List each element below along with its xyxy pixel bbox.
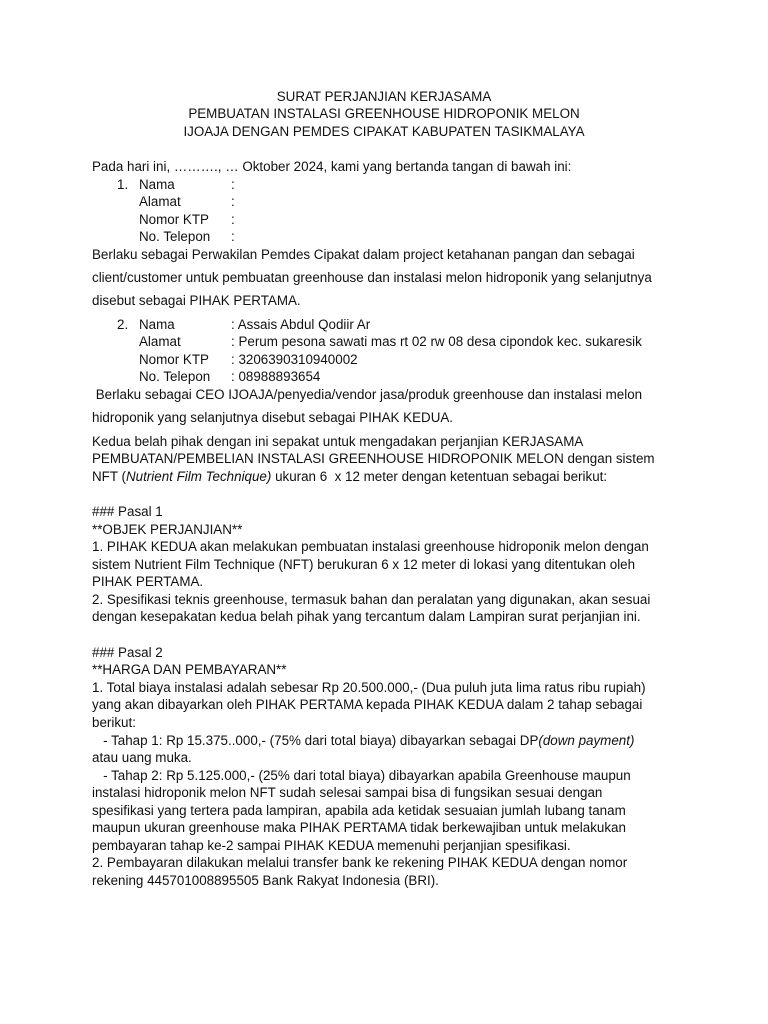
- party1-ktp-label: Nomor KTP: [139, 212, 209, 227]
- party2-desc-line-2: hidroponik yang selanjutnya disebut sebagai PIHAK KEDUA.: [92, 410, 454, 425]
- pasal1-line-2: sistem Nutrient Film Technique (NFT) berukuran 6 x 12 meter di lokasi yang ditentukan oleh: [92, 557, 636, 572]
- pasal2-down-payment-italic: (down payment): [538, 733, 635, 748]
- agreement-nft-italic: Nutrient Film Technique): [125, 469, 272, 484]
- party1-ktp-value: :: [231, 212, 235, 227]
- pasal2-line-3: berikut:: [92, 715, 136, 730]
- party1-address-label: Alamat: [139, 194, 181, 209]
- party2-name-label: Nama: [139, 317, 175, 332]
- party1-desc-line-2: client/customer untuk pembuatan greenhouse dan instalasi melon hidroponik yang selanjutnya: [92, 270, 652, 285]
- party2-ktp-label: Nomor KTP: [139, 352, 209, 367]
- pasal2-line-2: yang akan dibayarkan oleh PIHAK PERTAMA kepada PIHAK KEDUA dalam 2 tahap sebagai: [92, 697, 643, 712]
- pasal1-subheading: **OBJEK PERJANJIAN**: [92, 522, 243, 537]
- pasal1-line-5: dengan kesepakatan kedua belah pihak yang tercantum dalam Lampiran surat perjanjian ini.: [92, 609, 641, 624]
- party2-number: 2.: [117, 317, 129, 332]
- pasal2-subheading: **HARGA DAN PEMBAYARAN**: [92, 662, 287, 677]
- pasal2-line-8: spesifikasi yang tertera pada lampiran, apabila ada ketidak sesuaian jumlah lubang tanam: [92, 803, 626, 818]
- pasal1-line-4: 2. Spesifikasi teknis greenhouse, termasuk bahan dan peralatan yang digunakan, akan sesuai: [92, 592, 651, 607]
- party1-name-label: Nama: [139, 177, 175, 192]
- agreement-line-3-post: ukuran 6 x 12 meter dengan ketentuan sebagai berikut:: [271, 469, 608, 484]
- title-line-1: SURAT PERJANJIAN KERJASAMA: [276, 89, 492, 104]
- pasal2-line-10: pembayaran tahap ke-2 sampai PIHAK KEDUA memenuhi perjanjian spesifikasi.: [92, 838, 571, 853]
- party1-phone-value: :: [231, 229, 235, 244]
- party1-number: 1.: [117, 177, 129, 192]
- party2-name-value: : Assais Abdul Qodiir Ar: [231, 317, 371, 332]
- pasal1-line-3: PIHAK PERTAMA.: [92, 574, 204, 589]
- pasal2-line-5: atau uang muka.: [92, 750, 192, 765]
- pasal2-line-9: maupun ukuran greenhouse maka PIHAK PERTAMA tidak berkewajiban untuk melakukan: [92, 820, 626, 835]
- party1-phone-label: No. Telepon: [139, 229, 211, 244]
- pasal2-tahap1-line: [92, 732, 634, 749]
- agreement-line-3: [92, 468, 607, 485]
- party2-phone-label: No. Telepon: [139, 369, 211, 384]
- pasal2-line-12: rekening 445701008895505 Bank Rakyat Indonesia (BRI).: [92, 873, 439, 888]
- pasal2-tahap1-text: - Tahap 1: Rp 15.375..000,- (75% dari total biaya) dibayarkan sebagai DP: [92, 733, 539, 748]
- title-line-2: PEMBUATAN INSTALASI GREENHOUSE HIDROPONIK MELON: [188, 106, 580, 121]
- party2-address-label: Alamat: [139, 334, 181, 349]
- pasal2-line-6: - Tahap 2: Rp 5.125.000,- (25% dari total biaya) dibayarkan apabila Greenhouse maupun: [92, 768, 631, 783]
- party2-ktp-value: : 3206390310940002: [231, 352, 358, 367]
- party1-address-value: :: [231, 194, 235, 209]
- title-line-3: IJOAJA DENGAN PEMDES CIPAKAT KABUPATEN TASIKMALAYA: [183, 124, 585, 139]
- pasal2-line-11: 2. Pembayaran dilakukan melalui transfer bank ke rekening PIHAK KEDUA dengan nomor: [92, 855, 628, 870]
- pasal1-line-1: 1. PIHAK KEDUA akan melakukan pembuatan instalasi greenhouse hidroponik melon dengan: [92, 539, 649, 554]
- party1-desc-line-1: Berlaku sebagai Perwakilan Pemdes Cipakat dalam project ketahanan pangan dan sebagai: [92, 247, 635, 262]
- party2-address-value: : Perum pesona sawati mas rt 02 rw 08 desa cipondok kec. sukaresik: [231, 334, 642, 349]
- agreement-line-2: PEMBUATAN/PEMBELIAN INSTALASI GREENHOUSE HIDROPONIK MELON dengan sistem: [92, 451, 655, 466]
- agreement-line-1: Kedua belah pihak dengan ini sepakat untuk mengadakan perjanjian KERJASAMA: [92, 434, 584, 449]
- opening-line: Pada hari ini, ………., … Oktober 2024, kami yang bertanda tangan di bawah ini:: [92, 159, 572, 174]
- pasal2-heading: ### Pasal 2: [92, 645, 163, 660]
- agreement-line-3-pre: NFT (: [92, 469, 126, 484]
- pasal1-heading: ### Pasal 1: [92, 504, 163, 519]
- party2-desc-line-1: Berlaku sebagai CEO IJOAJA/penyedia/vendor jasa/produk greenhouse dan instalasi melon: [92, 387, 643, 402]
- pasal2-line-7: instalasi hidroponik melon NFT sudah selesai sampai bisa di fungsikan sesuai dengan: [92, 785, 603, 800]
- party1-name-value: :: [231, 177, 235, 192]
- pasal2-line-1: 1. Total biaya instalasi adalah sebesar Rp 20.500.000,- (Dua puluh juta lima ratus ribu rupiah): [92, 680, 646, 695]
- party1-desc-line-3: disebut sebagai PIHAK PERTAMA.: [92, 293, 301, 308]
- party2-phone-value: : 08988893654: [231, 369, 321, 384]
